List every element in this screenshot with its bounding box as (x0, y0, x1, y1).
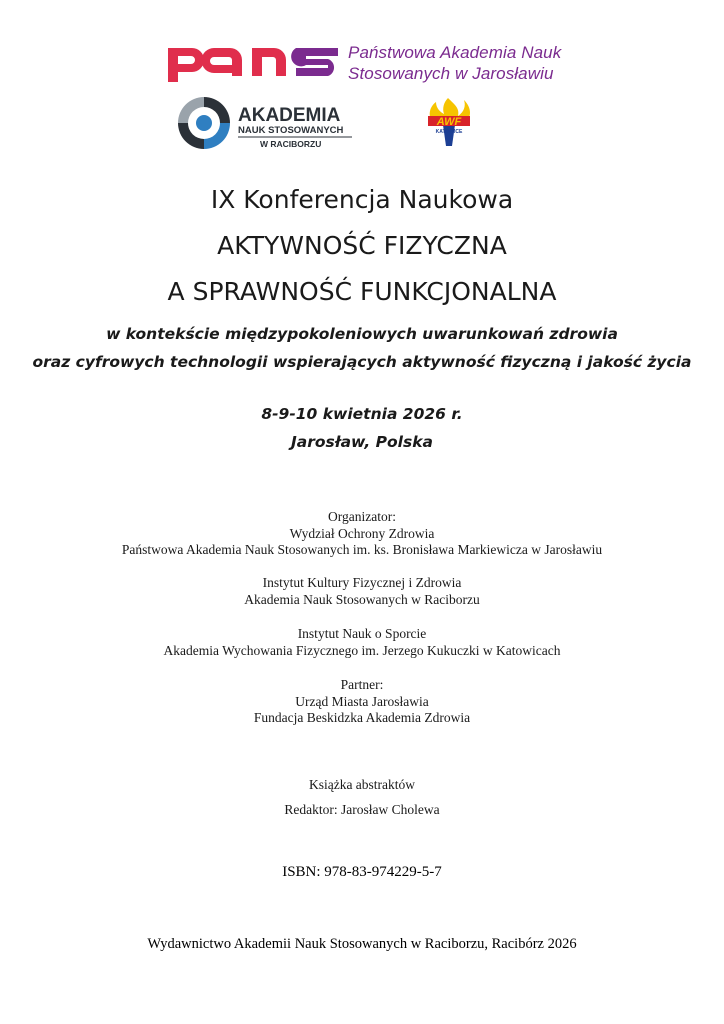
title-line-1: IX Konferencja Naukowa (210, 185, 514, 214)
awf-city-text: KATOWICE (435, 129, 463, 135)
awf-katowice-logo (420, 96, 478, 152)
conference-date: 8-9-10 kwietnia 2026 r. (261, 405, 463, 423)
conference-title (0, 177, 724, 315)
ans-emblem-icon (178, 97, 230, 149)
pans-logo (166, 42, 341, 84)
organizer-2-dept: Instytut Kultury Fizycznej i Zdrowia (262, 575, 462, 590)
pans-name-text (348, 42, 608, 84)
partner-1: Urząd Miasta Jarosławia (295, 693, 429, 709)
organizer-3-institution: Akademia Wychowania Fizycznego im. Jerzego Kukuczki w Katowicach (163, 642, 561, 658)
subtitle-line-2: oraz cyfrowych technologii wspierających aktywność fizyczną i jakość życia (32, 353, 692, 371)
organizer-1-institution: Państwowa Akademia Nauk Stosowanych im. ks. Bronisława Markiewicza w Jarosławiu (121, 542, 603, 557)
partners-heading: Partner: (340, 677, 384, 692)
pans-name-line1: Państwowa Akademia Nauk (348, 43, 562, 62)
organizers-section (0, 509, 724, 559)
publisher: Wydawnictwo Akademii Nauk Stosowanych w Raciborzu, Racibórz 2026 (147, 936, 577, 952)
pans-name-line2: Stosowanych w Jarosławiu (348, 64, 554, 83)
organizer-1-dept: Wydział Ochrony Zdrowia (289, 525, 435, 541)
organizer-3 (0, 626, 724, 659)
subtitle-line-1: w kontekście międzypokoleniowych uwarunkowań zdrowia (106, 325, 618, 343)
title-line-3: A SPRAWNOŚĆ FUNKCJONALNA (167, 277, 557, 306)
ans-name-text: AKADEMIA (238, 105, 341, 126)
organizer-2 (0, 575, 724, 608)
organizer-3-dept: Instytut Nauk o Sporcie (297, 626, 427, 641)
ans-sub-text: NAUK STOSOWANYCH (238, 125, 344, 136)
book-editor: Redaktor: Jarosław Cholewa (284, 802, 440, 817)
conference-subtitle (0, 320, 724, 376)
book-type: Książka abstraktów (308, 777, 416, 792)
ans-raciborz-logo (176, 95, 356, 151)
awf-mark-text: AWF (436, 116, 462, 128)
partners-section (0, 677, 724, 727)
organizers-heading: Organizator: (328, 509, 396, 524)
title-line-2: AKTYWNOŚĆ FIZYCZNA (217, 231, 507, 260)
conference-place: Jarosław, Polska (291, 433, 433, 451)
organizer-2-institution: Akademia Nauk Stosowanych w Raciborzu (244, 591, 480, 607)
date-place (0, 400, 724, 456)
partner-2: Fundacja Beskidzka Akademia Zdrowia (253, 710, 471, 725)
isbn: ISBN: 978-83-974229-5-7 (282, 864, 442, 880)
ans-city-text: W RACIBORZU (260, 139, 322, 149)
